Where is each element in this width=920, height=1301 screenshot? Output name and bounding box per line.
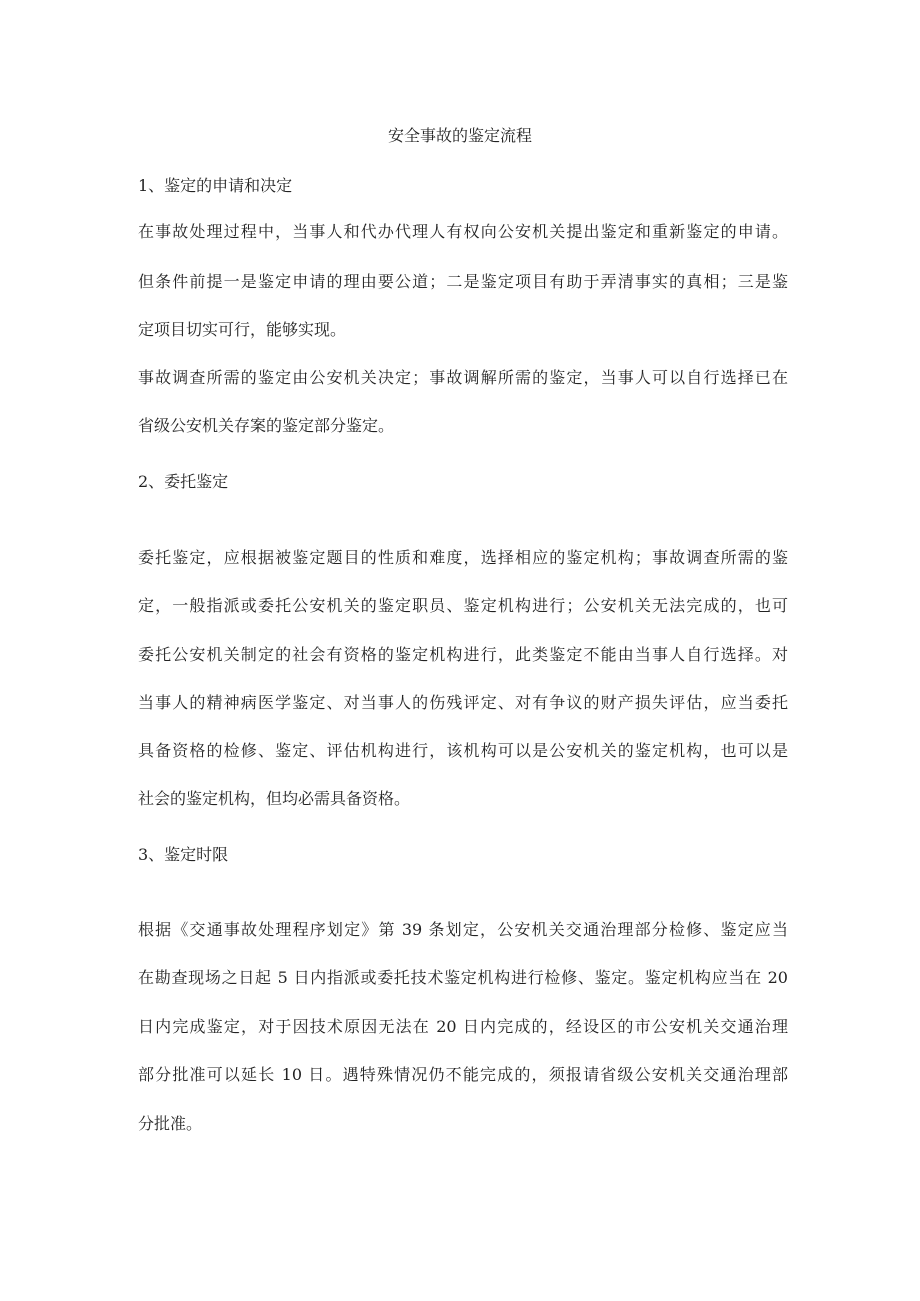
section-heading-3: 3、鉴定时限 bbox=[138, 845, 229, 864]
paragraph-line: 日内完成鉴定，对于因技术原因无法在 20 日内完成的，经设区的市公安机关交通治理 bbox=[138, 1017, 788, 1036]
paragraph-line: 事故调查所需的鉴定由公安机关决定；事故调解所需的鉴定，当事人可以自行选择已在 bbox=[138, 368, 788, 387]
paragraph-line: 部分批准可以延长 10 日。遇特殊情况仍不能完成的，须报请省级公安机关交通治理部 bbox=[138, 1065, 788, 1084]
paragraph-line: 分批准。 bbox=[138, 1114, 203, 1133]
document-title: 安全事故的鉴定流程 bbox=[387, 126, 532, 145]
paragraph-line: 在勘查现场之日起 5 日内指派或委托技术鉴定机构进行检修、鉴定。鉴定机构应当在 20 bbox=[138, 968, 788, 987]
paragraph-line: 省级公安机关存案的鉴定部分鉴定。 bbox=[138, 416, 395, 435]
paragraph-line: 当事人的精神病医学鉴定、对当事人的伤残评定、对有争议的财产损失评估，应当委托 bbox=[138, 693, 788, 712]
paragraph-line: 委托公安机关制定的社会有资格的鉴定机构进行，此类鉴定不能由当事人自行选择。对 bbox=[138, 645, 788, 664]
paragraph-line: 但条件前提一是鉴定申请的理由要公道；二是鉴定项目有助于弄清事实的真相；三是鉴 bbox=[138, 272, 788, 291]
paragraph-line: 具备资格的检修、鉴定、评估机构进行，该机构可以是公安机关的鉴定机构，也可以是 bbox=[138, 741, 788, 760]
paragraph-line: 定项目切实可行，能够实现。 bbox=[138, 320, 347, 339]
paragraph-line: 定，一般指派或委托公安机关的鉴定职员、鉴定机构进行；公安机关无法完成的，也可 bbox=[138, 596, 788, 615]
paragraph-line: 根据《交通事故处理程序划定》第 39 条划定，公安机关交通治理部分检修、鉴定应当 bbox=[138, 920, 788, 939]
section-heading-1: 1、鉴定的申请和决定 bbox=[138, 176, 293, 195]
paragraph-line: 在事故处理过程中，当事人和代办代理人有权向公安机关提出鉴定和重新鉴定的申请。 bbox=[138, 222, 788, 241]
section-heading-2: 2、委托鉴定 bbox=[138, 472, 229, 491]
paragraph-line: 委托鉴定，应根据被鉴定题目的性质和难度，选择相应的鉴定机构；事故调查所需的鉴 bbox=[138, 548, 788, 567]
paragraph-line: 社会的鉴定机构，但均必需具备资格。 bbox=[138, 789, 411, 808]
